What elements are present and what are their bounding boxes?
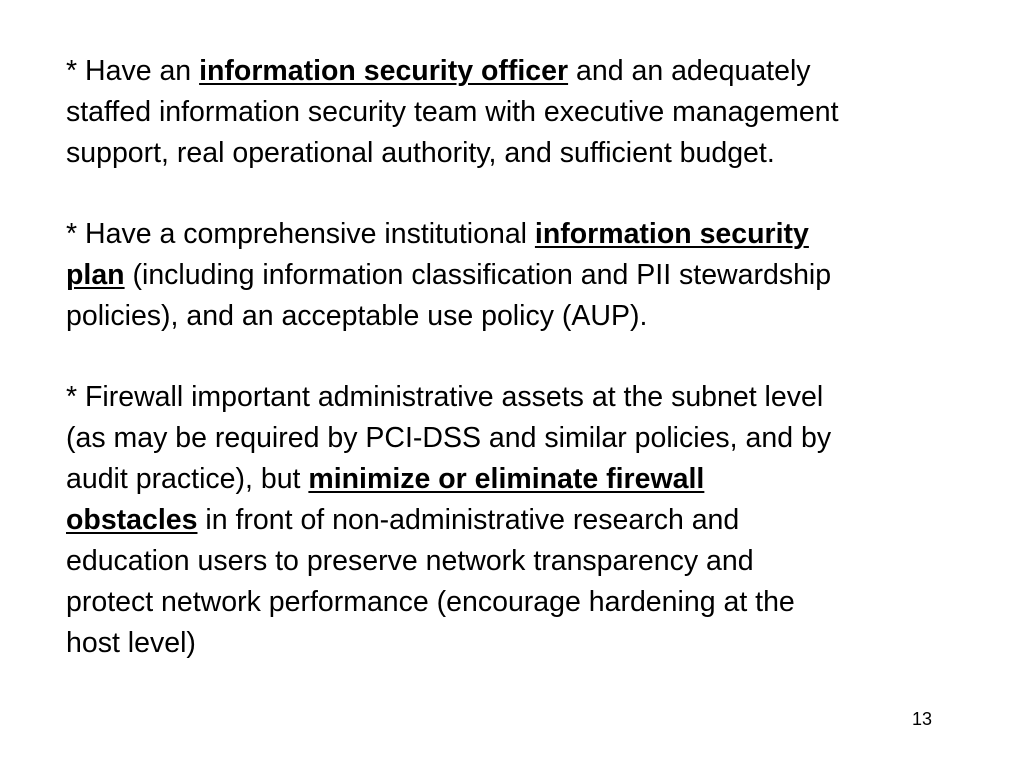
text-line: policies), and an acceptable use policy (AUP). [66, 300, 648, 332]
emphasis-minimize-firewall-obstacles: obstacles [66, 504, 198, 536]
emphasis-minimize-firewall-obstacles: minimize or eliminate firewall [308, 463, 705, 495]
text-line [66, 255, 1006, 296]
text-line: education users to preserve network transparency and [66, 545, 754, 577]
emphasis-information-security-officer: information security officer [199, 55, 569, 87]
slide-body [66, 51, 1006, 704]
text-run: * Have an [66, 55, 200, 87]
emphasis-information-security-plan: information security [534, 218, 809, 250]
paragraph-firewall [66, 377, 1006, 664]
text-line: host level) [66, 627, 196, 659]
text-line [66, 500, 1006, 541]
text-line: support, real operational authority, and sufficient budget. [66, 137, 775, 169]
paragraph-security-plan [66, 214, 1006, 337]
text-run: and an adequately [568, 55, 811, 87]
text-line: staffed information security team with executive management [66, 96, 839, 128]
page-number: 13 [912, 709, 933, 729]
text-line: (as may be required by PCI-DSS and similar policies, and by [66, 422, 832, 454]
paragraph-security-officer [66, 51, 1006, 174]
text-run: * Have a comprehensive institutional [66, 218, 535, 250]
text-line [66, 51, 1006, 92]
text-run: audit practice), but [66, 463, 309, 495]
text-run: (including information classification and PII stewardship [124, 259, 832, 291]
text-line [66, 214, 1006, 255]
text-run: in front of non-administrative research and [197, 504, 740, 536]
text-line [66, 459, 1006, 500]
emphasis-information-security-plan: plan [66, 259, 125, 291]
text-line: * Firewall important administrative assets at the subnet level [66, 381, 824, 413]
text-line: protect network performance (encourage hardening at the [66, 586, 795, 618]
